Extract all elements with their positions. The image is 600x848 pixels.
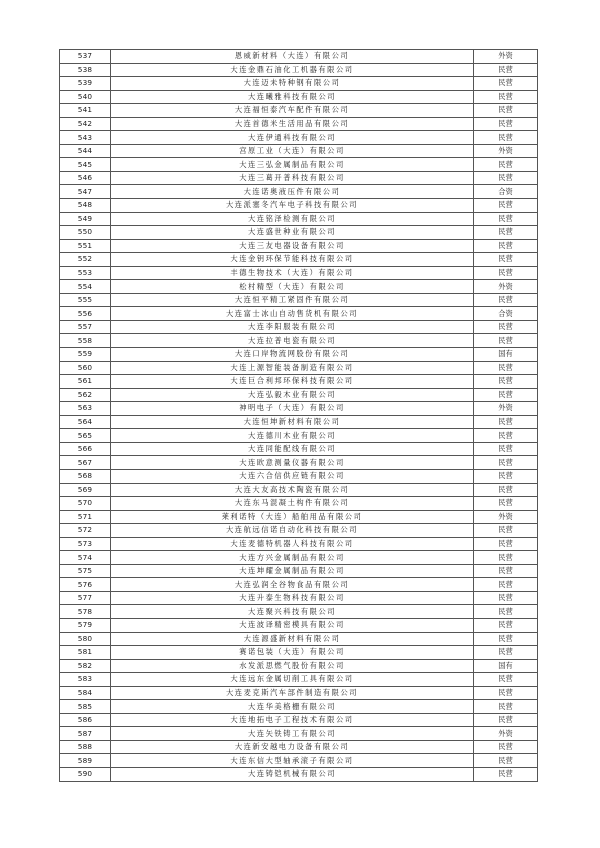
table-row [60, 375, 538, 389]
table-row [60, 524, 538, 538]
company-name: 大连李阳服装有限公司 [111, 320, 474, 334]
table-row [60, 605, 538, 619]
ownership-type: 民营 [474, 618, 538, 632]
company-name: 大连航远信诺自动化科技有限公司 [111, 524, 474, 538]
table-row [60, 266, 538, 280]
row-number: 567 [60, 456, 111, 470]
company-name: 大连诺奥液压件有限公司 [111, 185, 474, 199]
ownership-type: 民营 [474, 537, 538, 551]
company-name: 大连矢铁铸工有限公司 [111, 727, 474, 741]
row-number: 584 [60, 686, 111, 700]
ownership-type: 民营 [474, 429, 538, 443]
row-number: 574 [60, 551, 111, 565]
ownership-type: 民营 [474, 77, 538, 91]
ownership-type: 民营 [474, 524, 538, 538]
row-number: 586 [60, 713, 111, 727]
ownership-type: 民营 [474, 673, 538, 687]
ownership-type: 民营 [474, 456, 538, 470]
row-number: 537 [60, 50, 111, 64]
ownership-type: 民营 [474, 442, 538, 456]
row-number: 541 [60, 104, 111, 118]
company-name: 大连弘润全谷物食品有限公司 [111, 578, 474, 592]
ownership-type: 民营 [474, 253, 538, 267]
table-row [60, 293, 538, 307]
table-row [60, 239, 538, 253]
ownership-type: 民营 [474, 632, 538, 646]
table-row [60, 646, 538, 660]
ownership-type: 民营 [474, 497, 538, 511]
ownership-type: 外资 [474, 402, 538, 416]
ownership-type: 民营 [474, 158, 538, 172]
table-row [60, 415, 538, 429]
table-row [60, 578, 538, 592]
row-number: 560 [60, 361, 111, 375]
table-row [60, 456, 538, 470]
company-name: 大连弘毅木业有限公司 [111, 388, 474, 402]
table-row [60, 131, 538, 145]
table-row [60, 551, 538, 565]
ownership-type: 民营 [474, 591, 538, 605]
table-row [60, 483, 538, 497]
company-name: 大连聚兴科技有限公司 [111, 605, 474, 619]
table-row [60, 280, 538, 294]
row-number: 558 [60, 334, 111, 348]
row-number: 555 [60, 293, 111, 307]
table-body [60, 50, 538, 782]
ownership-type: 民营 [474, 361, 538, 375]
row-number: 539 [60, 77, 111, 91]
table-row [60, 686, 538, 700]
table-row [60, 754, 538, 768]
company-name: 大连口岸物流网股份有限公司 [111, 348, 474, 362]
table-row [60, 320, 538, 334]
row-number: 552 [60, 253, 111, 267]
table-row [60, 361, 538, 375]
ownership-type: 民营 [474, 239, 538, 253]
ownership-type: 民营 [474, 226, 538, 240]
table-row [60, 740, 538, 754]
ownership-type: 外资 [474, 50, 538, 64]
table-row [60, 469, 538, 483]
ownership-type: 民营 [474, 199, 538, 213]
table-row [60, 767, 538, 781]
company-name: 宫原工业（大连）有限公司 [111, 144, 474, 158]
table-row [60, 226, 538, 240]
company-name: 大连东马混凝土构件有限公司 [111, 497, 474, 511]
ownership-type: 外资 [474, 280, 538, 294]
ownership-type: 国有 [474, 659, 538, 673]
row-number: 587 [60, 727, 111, 741]
company-name: 大连源盛新材料有限公司 [111, 632, 474, 646]
company-name: 莱利诺特（大连）船舶用品有限公司 [111, 510, 474, 524]
ownership-type: 民营 [474, 117, 538, 131]
ownership-type: 民营 [474, 686, 538, 700]
table-row [60, 659, 538, 673]
company-name: 大连盛世种业有限公司 [111, 226, 474, 240]
company-name: 大连派塞冬汽车电子科技有限公司 [111, 199, 474, 213]
company-name: 大连三弘金属制品有限公司 [111, 158, 474, 172]
ownership-type: 民营 [474, 754, 538, 768]
company-name: 大连东信大型轴承滚子有限公司 [111, 754, 474, 768]
company-name: 大连金钥环保节能科技有限公司 [111, 253, 474, 267]
table-row [60, 117, 538, 131]
row-number: 548 [60, 199, 111, 213]
company-name: 大连拉普电瓷有限公司 [111, 334, 474, 348]
company-name: 大连伊通科技有限公司 [111, 131, 474, 145]
company-name: 大连德川木业有限公司 [111, 429, 474, 443]
table-row [60, 713, 538, 727]
table-row [60, 618, 538, 632]
row-number: 563 [60, 402, 111, 416]
row-number: 575 [60, 564, 111, 578]
ownership-type: 国有 [474, 348, 538, 362]
company-name: 大连首德米生活用品有限公司 [111, 117, 474, 131]
row-number: 583 [60, 673, 111, 687]
ownership-type: 民营 [474, 375, 538, 389]
table-row [60, 348, 538, 362]
ownership-type: 民营 [474, 415, 538, 429]
table-row [60, 104, 538, 118]
row-number: 543 [60, 131, 111, 145]
ownership-type: 民营 [474, 320, 538, 334]
company-name: 大连麦克斯汽车部件制造有限公司 [111, 686, 474, 700]
ownership-type: 民营 [474, 90, 538, 104]
row-number: 588 [60, 740, 111, 754]
ownership-type: 民营 [474, 713, 538, 727]
company-name: 大连迈未特种钢有限公司 [111, 77, 474, 91]
table-row [60, 63, 538, 77]
row-number: 578 [60, 605, 111, 619]
ownership-type: 民营 [474, 469, 538, 483]
company-name: 大连六合信供应链有限公司 [111, 469, 474, 483]
row-number: 579 [60, 618, 111, 632]
row-number: 538 [60, 63, 111, 77]
table-row [60, 388, 538, 402]
ownership-type: 民营 [474, 483, 538, 497]
table-row [60, 537, 538, 551]
row-number: 561 [60, 375, 111, 389]
table-row [60, 171, 538, 185]
company-name: 赛诺包装（大连）有限公司 [111, 646, 474, 660]
ownership-type: 民营 [474, 334, 538, 348]
table-row [60, 497, 538, 511]
row-number: 556 [60, 307, 111, 321]
company-name: 神明电子（大连）有限公司 [111, 402, 474, 416]
row-number: 554 [60, 280, 111, 294]
table-row [60, 212, 538, 226]
table-row [60, 673, 538, 687]
row-number: 576 [60, 578, 111, 592]
company-name: 大连方兴金属制品有限公司 [111, 551, 474, 565]
row-number: 565 [60, 429, 111, 443]
table-row [60, 727, 538, 741]
company-name: 水发派思燃气股份有限公司 [111, 659, 474, 673]
ownership-type: 民营 [474, 131, 538, 145]
company-name: 大连欧意测量仪器有限公司 [111, 456, 474, 470]
company-name: 丰德生物技术（大连）有限公司 [111, 266, 474, 280]
row-number: 570 [60, 497, 111, 511]
ownership-type: 民营 [474, 551, 538, 565]
company-name: 松村精型（大连）有限公司 [111, 280, 474, 294]
ownership-type: 合资 [474, 307, 538, 321]
company-name: 大连恒坤新材料有限公司 [111, 415, 474, 429]
table-row [60, 90, 538, 104]
company-name: 大连福恒泰汽车配件有限公司 [111, 104, 474, 118]
company-name: 大连铭泽检测有限公司 [111, 212, 474, 226]
table-row [60, 144, 538, 158]
company-name: 大连上源智能装备制造有限公司 [111, 361, 474, 375]
row-number: 573 [60, 537, 111, 551]
company-name: 大连波译精密模具有限公司 [111, 618, 474, 632]
row-number: 571 [60, 510, 111, 524]
ownership-type: 外资 [474, 144, 538, 158]
row-number: 546 [60, 171, 111, 185]
company-name: 大连三葛开普科技有限公司 [111, 171, 474, 185]
row-number: 557 [60, 320, 111, 334]
row-number: 577 [60, 591, 111, 605]
table-row [60, 253, 538, 267]
table-row [60, 632, 538, 646]
row-number: 590 [60, 767, 111, 781]
table-row [60, 429, 538, 443]
company-name: 大连远东金属切削工具有限公司 [111, 673, 474, 687]
ownership-type: 民营 [474, 564, 538, 578]
row-number: 550 [60, 226, 111, 240]
company-name: 大连三友电器设备有限公司 [111, 239, 474, 253]
row-number: 542 [60, 117, 111, 131]
company-name: 大连大友高技术陶瓷有限公司 [111, 483, 474, 497]
table-row [60, 158, 538, 172]
company-name: 大连巨合利邦环保科技有限公司 [111, 375, 474, 389]
table-row [60, 307, 538, 321]
ownership-type: 民营 [474, 171, 538, 185]
company-name: 大连恒平精工紧固件有限公司 [111, 293, 474, 307]
row-number: 582 [60, 659, 111, 673]
ownership-type: 民营 [474, 212, 538, 226]
company-name: 大连曦雅科技有限公司 [111, 90, 474, 104]
row-number: 581 [60, 646, 111, 660]
table-row [60, 402, 538, 416]
table-row [60, 442, 538, 456]
row-number: 547 [60, 185, 111, 199]
company-name: 恩威新材料（大连）有限公司 [111, 50, 474, 64]
row-number: 553 [60, 266, 111, 280]
ownership-type: 民营 [474, 104, 538, 118]
row-number: 585 [60, 700, 111, 714]
ownership-type: 民营 [474, 605, 538, 619]
ownership-type: 民营 [474, 700, 538, 714]
row-number: 569 [60, 483, 111, 497]
company-name: 大连铸铠机械有限公司 [111, 767, 474, 781]
row-number: 566 [60, 442, 111, 456]
row-number: 544 [60, 144, 111, 158]
row-number: 589 [60, 754, 111, 768]
company-name: 大连新安越电力设备有限公司 [111, 740, 474, 754]
company-name: 大连升泰生物科技有限公司 [111, 591, 474, 605]
company-name: 大连地拓电子工程技术有限公司 [111, 713, 474, 727]
company-name: 大连华美格栅有限公司 [111, 700, 474, 714]
ownership-type: 民营 [474, 578, 538, 592]
ownership-type: 民营 [474, 266, 538, 280]
table-row [60, 50, 538, 64]
ownership-type: 民营 [474, 63, 538, 77]
table-row [60, 334, 538, 348]
company-name: 大连同能配线有限公司 [111, 442, 474, 456]
row-number: 580 [60, 632, 111, 646]
row-number: 564 [60, 415, 111, 429]
table-row [60, 591, 538, 605]
row-number: 551 [60, 239, 111, 253]
table-row [60, 185, 538, 199]
ownership-type: 外资 [474, 727, 538, 741]
table-row [60, 564, 538, 578]
ownership-type: 民营 [474, 646, 538, 660]
row-number: 549 [60, 212, 111, 226]
company-name: 大连富士冰山自动售货机有限公司 [111, 307, 474, 321]
row-number: 568 [60, 469, 111, 483]
row-number: 540 [60, 90, 111, 104]
company-table [59, 49, 538, 782]
row-number: 572 [60, 524, 111, 538]
company-name: 大连麦德特机器人科技有限公司 [111, 537, 474, 551]
table-row [60, 700, 538, 714]
ownership-type: 民营 [474, 740, 538, 754]
table-row [60, 199, 538, 213]
ownership-type: 民营 [474, 293, 538, 307]
row-number: 559 [60, 348, 111, 362]
ownership-type: 民营 [474, 767, 538, 781]
table-row [60, 77, 538, 91]
ownership-type: 民营 [474, 388, 538, 402]
company-name: 大连坤耀金属制品有限公司 [111, 564, 474, 578]
row-number: 545 [60, 158, 111, 172]
company-name: 大连金鼎石油化工机器有限公司 [111, 63, 474, 77]
table-row [60, 510, 538, 524]
row-number: 562 [60, 388, 111, 402]
ownership-type: 外资 [474, 510, 538, 524]
ownership-type: 合资 [474, 185, 538, 199]
